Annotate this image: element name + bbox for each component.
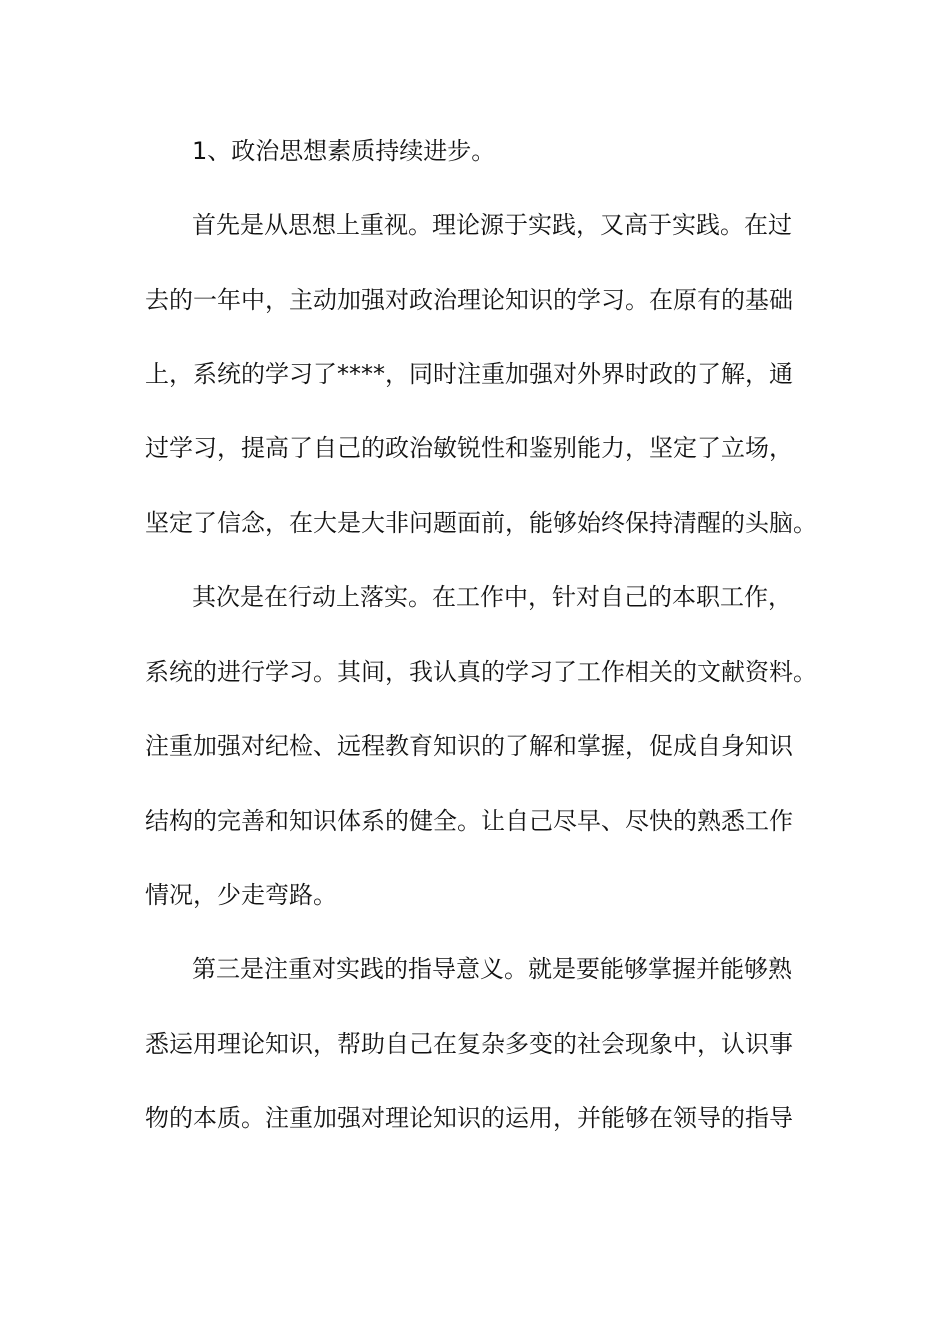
- paragraph-2-line-1: 其次是在行动上落实。在工作中，针对自己的本职工作，: [192, 583, 792, 611]
- paragraph-1-line-3: 上，系统的学习了****，同时注重加强对外界时政的了解，通: [145, 360, 793, 388]
- section-heading: 1、政治思想素质持续进步。: [192, 137, 496, 165]
- paragraph-1-line-2: 去的一年中，主动加强对政治理论知识的学习。在原有的基础: [145, 286, 793, 314]
- paragraph-2-line-2: 系统的进行学习。其间，我认真的学习了工作相关的文献资料。: [145, 658, 817, 686]
- paragraph-2-line-3: 注重加强对纪检、远程教育知识的了解和掌握，促成自身知识: [145, 732, 793, 760]
- paragraph-1-line-4: 过学习，提高了自己的政治敏锐性和鉴别能力，坚定了立场，: [145, 434, 793, 462]
- paragraph-3-line-1: 第三是注重对实践的指导意义。就是要能够掌握并能够熟: [192, 955, 792, 983]
- paragraph-3-line-2: 悉运用理论知识，帮助自己在复杂多变的社会现象中，认识事: [145, 1030, 793, 1058]
- paragraph-3-line-3: 物的本质。注重加强对理论知识的运用，并能够在领导的指导: [145, 1104, 793, 1132]
- paragraph-1-line-5: 坚定了信念，在大是大非问题面前，能够始终保持清醒的头脑。: [145, 509, 817, 537]
- paragraph-2-line-4: 结构的完善和知识体系的健全。让自己尽早、尽快的熟悉工作: [145, 807, 793, 835]
- paragraph-2-line-5: 情况，少走弯路。: [145, 881, 337, 909]
- paragraph-1-line-1: 首先是从思想上重视。理论源于实践，又高于实践。在过: [192, 211, 792, 239]
